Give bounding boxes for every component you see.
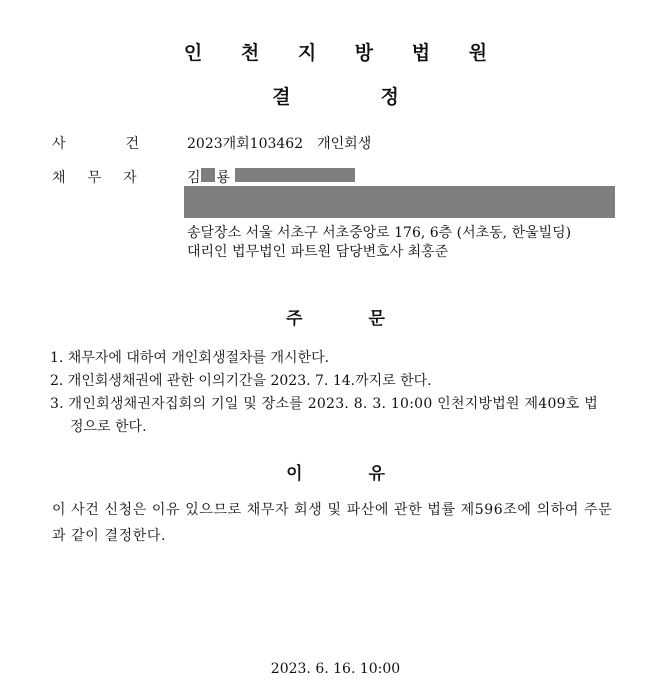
reason-title-char-2: 유 <box>368 464 385 484</box>
case-label <box>52 133 139 153</box>
decision-date: 2023. 6. 16. 10:00 <box>270 661 401 677</box>
debtor-name-first: 김 <box>187 170 201 186</box>
order-title-char-2: 문 <box>368 309 385 329</box>
case-label-char-2: 건 <box>125 136 140 152</box>
redaction-address <box>184 186 615 218</box>
order-item-3-cont: 정으로 한다. <box>70 419 147 435</box>
case-type: 개인회생 <box>317 136 372 152</box>
order-item-2: 2. 개인회생채권에 관한 이의기간을 2023. 7. 14.까지로 한다. <box>50 373 432 389</box>
order-item-3: 3. 개인회생채권자집회의 기일 및 장소를 2023. 8. 3. 10:00 인천지방법원 제409호 법 <box>50 396 599 412</box>
redaction-name <box>201 168 215 182</box>
redaction-id <box>235 168 355 182</box>
document-type-char-2: 정 <box>380 86 399 108</box>
debtor-label <box>52 167 137 187</box>
reason-title-char-1: 이 <box>286 464 303 484</box>
case-number: 2023개회103462 <box>187 136 304 152</box>
debtor-label-char-3: 자 <box>123 170 137 186</box>
order-item-1: 1. 채무자에 대하여 개인회생절차를 개시한다. <box>50 350 330 366</box>
document-type <box>0 82 671 109</box>
case-label-char-1: 사 <box>52 136 66 152</box>
debtor-label-char-1: 채 <box>52 170 66 186</box>
document-type-char-1: 결 <box>272 86 291 108</box>
case-value <box>187 133 371 153</box>
reason-title <box>0 459 671 484</box>
court-name: 인 천 지 방 법 원 <box>183 42 504 64</box>
order-title <box>0 304 671 329</box>
agent: 대리인 법무법인 파트원 담당변호사 최홍준 <box>187 244 449 260</box>
reason-text: 이 사건 신청은 이유 있으므로 채무자 회생 및 파산에 관한 법률 제596조에 의하여 주문과 같이 결정한다. <box>52 502 613 544</box>
debtor-label-char-2: 무 <box>87 170 102 186</box>
service-address: 송달장소 서울 서초구 서초중앙로 176, 6층 (서초동, 한울빌딩) <box>187 225 572 241</box>
debtor-name-last: 룡 <box>216 170 231 186</box>
order-title-char-1: 주 <box>286 309 303 329</box>
